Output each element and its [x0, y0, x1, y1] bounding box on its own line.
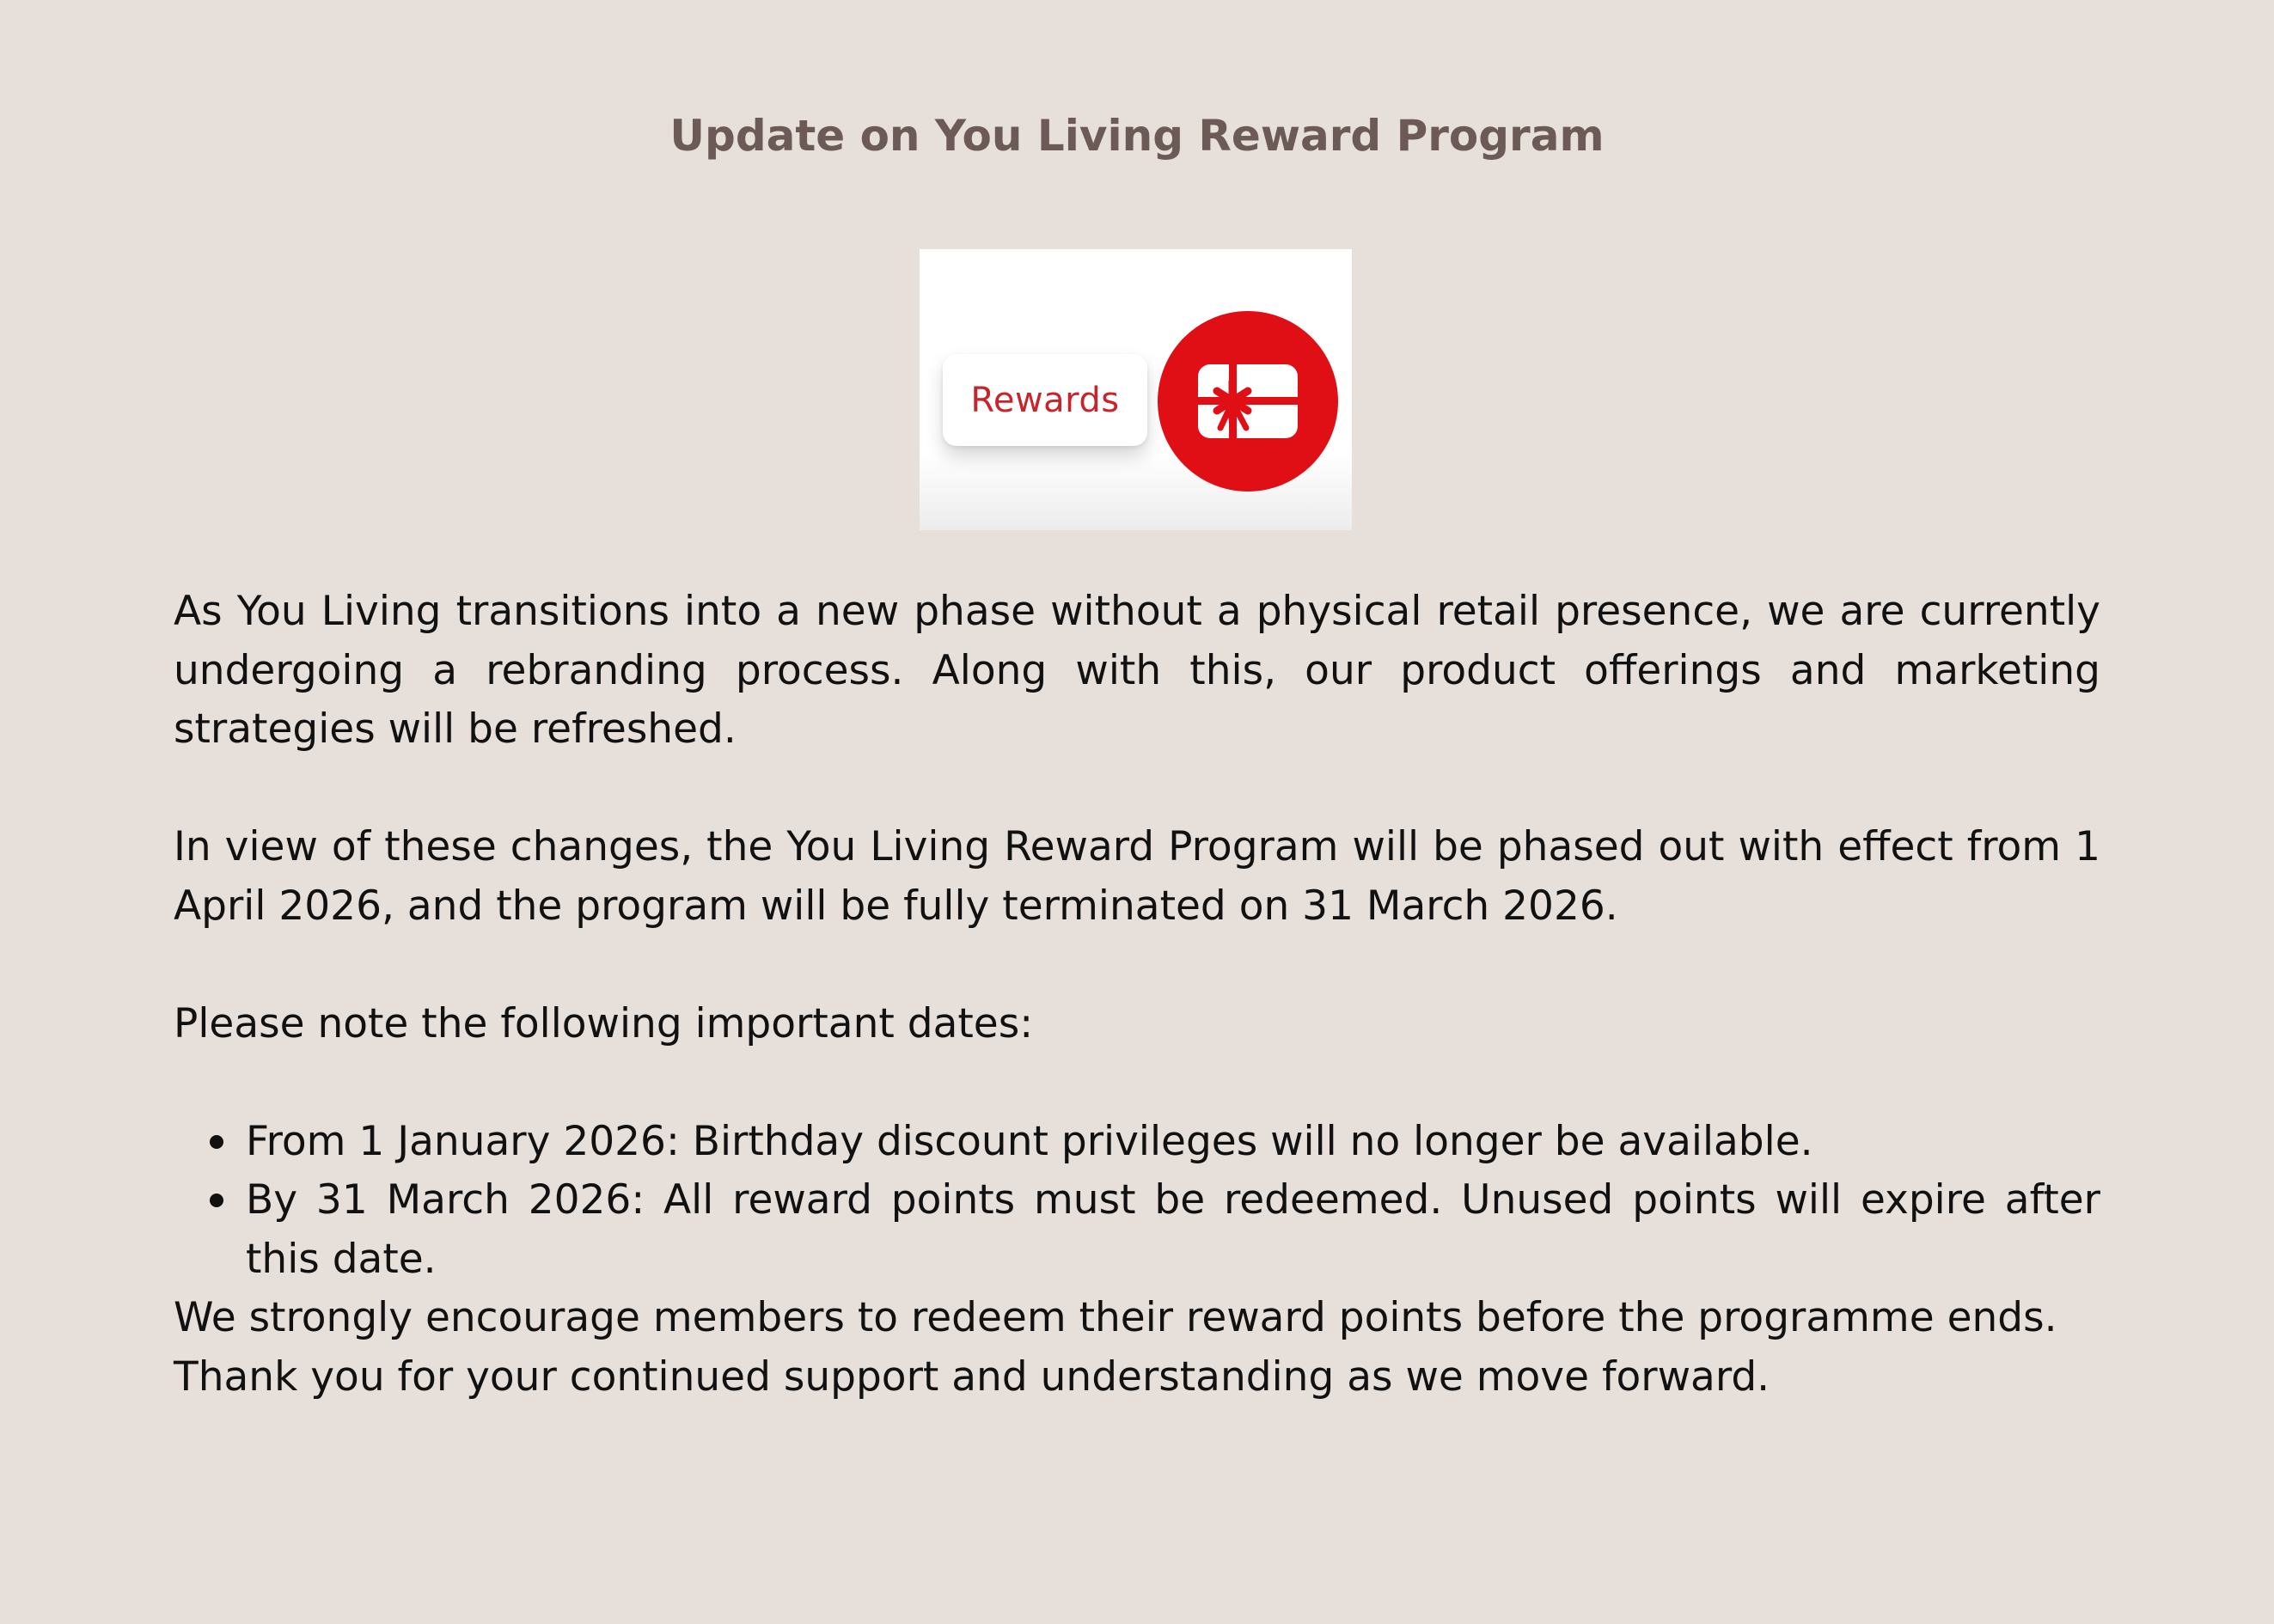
list-item: From 1 January 2026: Birthday discount privileges will no longer be available. [246, 1113, 2100, 1172]
page-title: Update on You Living Reward Program [669, 111, 1605, 161]
announcement-body [174, 583, 2100, 1407]
rewards-label: Rewards [970, 380, 1120, 420]
rewards-pill [943, 354, 1147, 446]
intro-paragraph: As You Living transitions into a new phase without a physical retail presence, we are currently undergoing a rebranding process. Along with this, our product offerings and marketing strategies will be refreshed. [174, 588, 2100, 753]
phase-out-paragraph: In view of these changes, the You Living Reward Program will be phased out with effect from 1 April 2026, and the program will be fully terminated on 31 March 2026. [174, 823, 2100, 930]
gift-card-glyph [1196, 363, 1299, 440]
thank-you-line: Thank you for your continued support and understanding as we move forward. [174, 1352, 1770, 1401]
rewards-banner-image [920, 249, 1352, 530]
list-item: By 31 March 2026: All reward points must be redeemed. Unused points will expire after this date. [246, 1171, 2100, 1289]
encourage-line: We strongly encourage members to redeem their reward points before the programme ends. [174, 1294, 2057, 1341]
important-dates-heading: Please note the following important dates: [174, 999, 1034, 1047]
important-dates-list [174, 1113, 2100, 1290]
gift-card-icon [1158, 311, 1338, 491]
